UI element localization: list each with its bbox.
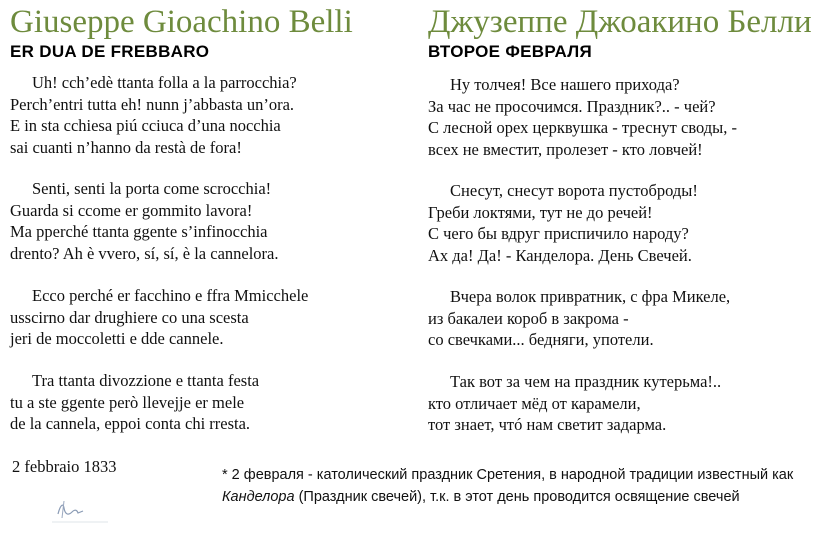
poem-line: Ma pperché ttanta ggente s’infinocchia [10, 222, 268, 241]
poem-line: jeri de moccoletti e dde cannele. [10, 329, 224, 348]
poem-line: Uh! cch’edè ttanta folla a la parrocchia? [32, 73, 297, 92]
stanza-3-translation [428, 286, 730, 351]
poem-line: usscirno dar drughiere co una scesta [10, 307, 249, 327]
footnote-text-end: (Праздник свечей), т.к. в этот день проводится освящение свечей [294, 488, 740, 505]
author-name-original: Giuseppe Gioachino Belli [10, 4, 353, 40]
poem-line: Ecco perché er facchino e ffra Mmicchele [32, 286, 309, 305]
poem-line: de la cannela, eppoi conta chi rresta. [10, 414, 251, 433]
footnote-italic-term: Канделора [222, 488, 295, 505]
stanza-4-translation [428, 371, 721, 436]
author-name-translation: Джузеппе Джоакино Белли [428, 4, 812, 40]
poem-line: Снесут, снесут ворота пустоброды! [450, 181, 698, 200]
signature-image [50, 492, 112, 528]
stanza-4-original [10, 370, 259, 435]
poem-line: С лесной орех церквушка - треснут своды, - [428, 118, 738, 137]
poem-line: Perch’entri tutta eh! nunn j’abbasta un’ora. [10, 94, 295, 114]
poem-line: sai cuanti n’hanno da restà de fora! [10, 137, 242, 157]
poem-line: Греби локтями, тут не до речей! [428, 202, 653, 222]
footnote [222, 465, 822, 508]
poem-title-translation: ВТОРОЕ ФЕВРАЛЯ [428, 42, 593, 61]
stanza-3-original [10, 285, 308, 350]
poem-line: Ах да! Да! - Канделора. День Свечей. [428, 245, 692, 265]
poem-line: Guarda si ccome er gommito lavora! [10, 200, 253, 220]
poem-line: со свечками... бедняги, употели. [428, 330, 654, 349]
poem-line: Tra ttanta divozzione e ttanta festa [32, 371, 260, 390]
poem-line: Senti, senti la porta come scrocchia! [32, 179, 272, 198]
poem-title-original: ER DUA DE FREBBARO [10, 42, 210, 61]
poem-line: кто отличает мёд от карамели, [428, 393, 641, 413]
poem-date: 2 febbraio 1833 [12, 457, 117, 476]
poem-line: За час не просочимся. Праздник?.. - чей? [428, 96, 716, 116]
poem-line: тот знает, чтó нам светит задарма. [428, 415, 667, 434]
poem-line: всех не вместит, пролезет - кто ловчей! [428, 139, 703, 159]
footnote-text-start: * 2 февраля - католический праздник Сретения, в народной традиции известный как [222, 467, 794, 483]
poem-line: drento? Ah è vvero, sí, sí, è la cannelora. [10, 243, 279, 263]
stanza-2-translation [428, 180, 698, 266]
stanza-2-original [10, 178, 279, 264]
poem-line: из бакалеи короб в закрома - [428, 308, 629, 328]
poem-line: Вчера волок привратник, с фра Микеле, [450, 287, 731, 306]
stanza-1-original [10, 72, 297, 158]
poem-line: E in sta cchiesa piú cciuca d’una nocchia [10, 116, 281, 135]
poem-line: Ну толчея! Все нашего прихода? [450, 75, 680, 94]
stanza-1-translation [428, 74, 737, 160]
poem-line: Так вот за чем на праздник кутерьма!.. [450, 372, 722, 391]
poem-line: С чего бы вдруг приспичило народу? [428, 224, 689, 243]
poem-line: tu a ste ggente però llevejje er mele [10, 392, 245, 412]
